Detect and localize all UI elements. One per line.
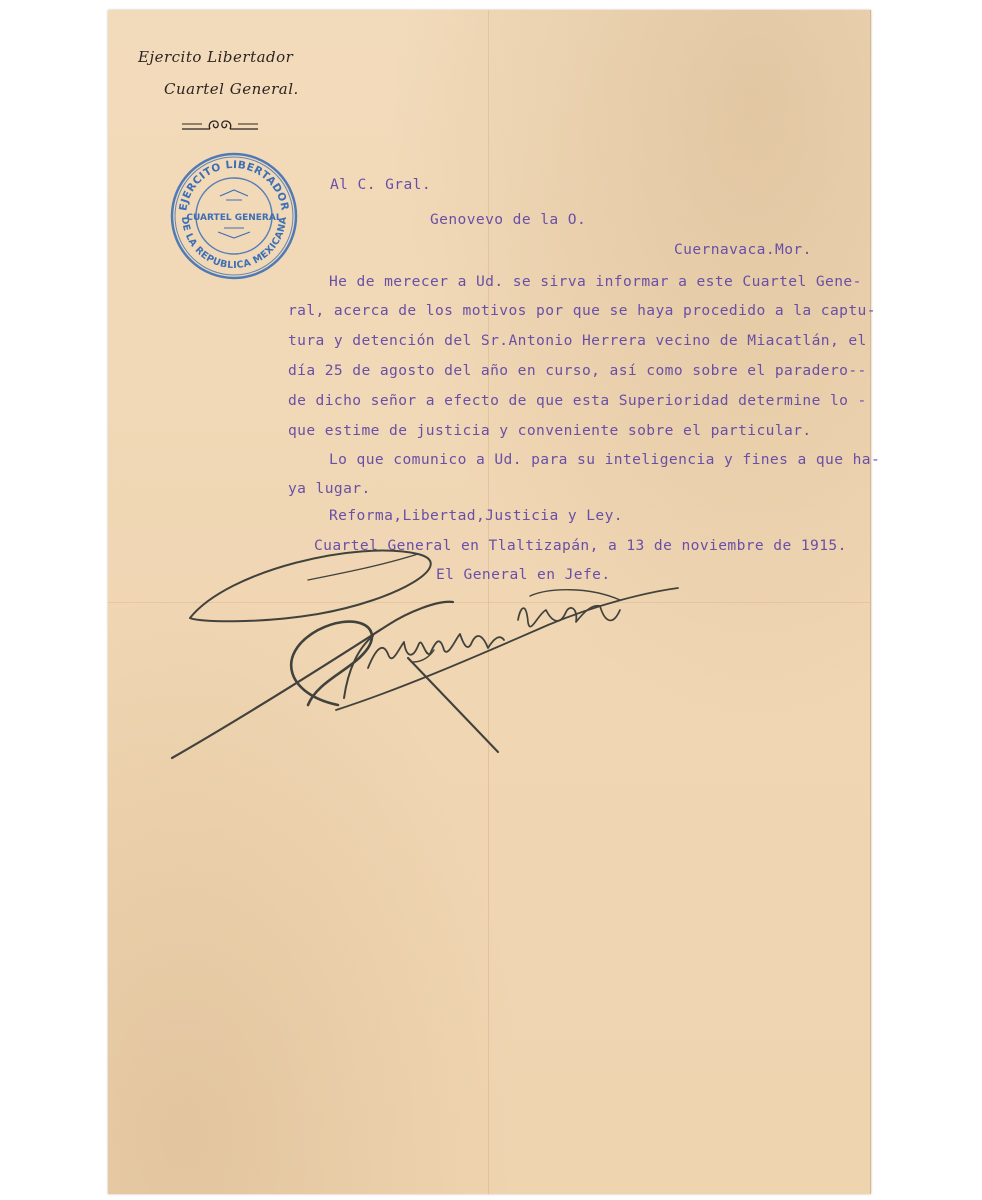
- body-line: de dicho señor a efecto de que esta Superioridad determine lo -: [288, 392, 867, 409]
- body-line: que estime de justicia y conveniente sobre el particular.: [288, 422, 812, 439]
- handwritten-signature: [168, 530, 688, 770]
- addressee-location: Cuernavaca.Mor.: [674, 241, 812, 258]
- letter-page: [108, 10, 881, 1194]
- body-line: He de merecer a Ud. se sirva informar a este Cuartel Gene-: [329, 273, 862, 290]
- addressee-rank: Al C. Gral.: [330, 176, 432, 193]
- official-seal: [168, 150, 300, 282]
- motto: Reforma,Libertad,Justicia y Ley.: [329, 507, 623, 524]
- body-line: ral, acerca de los motivos por que se haya procedido a la captu-: [288, 302, 876, 319]
- letterhead-subtitle: Cuartel General.: [164, 80, 299, 98]
- letterhead-ornament-icon: [180, 112, 260, 134]
- seal-bottom-text: DE LA REPUBLICA MEXICANA: [178, 216, 290, 272]
- body-line: día 25 de agosto del año en curso, así como sobre el paradero--: [288, 362, 867, 379]
- body-line: Lo que comunico a Ud. para su inteligencia y fines a que ha-: [329, 451, 881, 468]
- seal-outer-text: EJERCITO LIBERTADOR: [177, 158, 291, 212]
- place-date: Cuartel General en Tlaltizapán, a 13 de noviembre de 1915.: [314, 537, 847, 554]
- addressee-name: Genovevo de la O.: [430, 211, 587, 228]
- body-line: ya lugar.: [288, 480, 371, 497]
- body-line: tura y detención del Sr.Antonio Herrera vecino de Miacatlán, el: [288, 332, 867, 349]
- signer-title: El General en Jefe.: [436, 566, 611, 583]
- letterhead-title: Ejercito Libertador: [138, 48, 294, 66]
- svg-text:DE LA REPUBLICA MEXICANA: [179, 216, 289, 271]
- seal-inner-text: CUARTEL GENERAL: [186, 213, 282, 223]
